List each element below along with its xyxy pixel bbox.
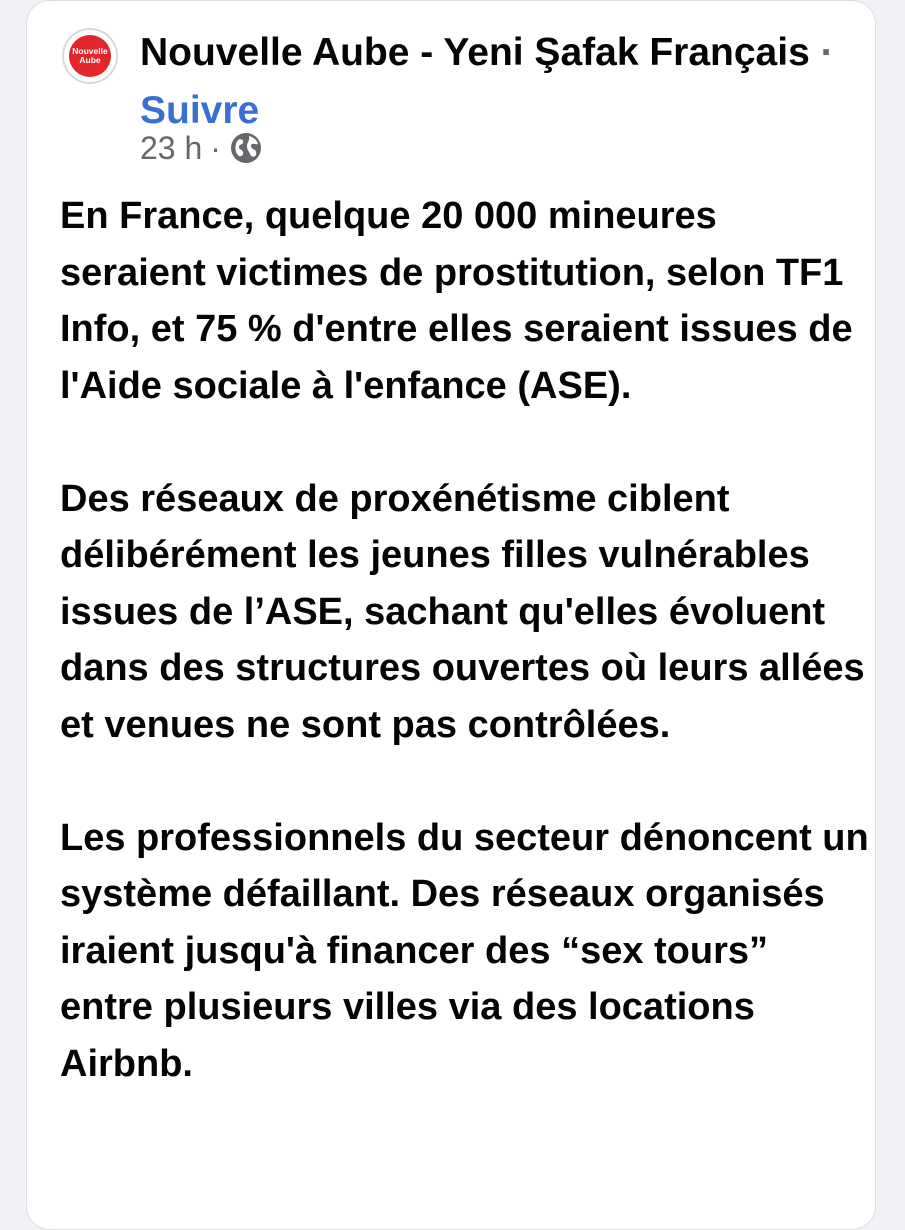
post-paragraph-1: En France, quelque 20 000 mineures seraient victimes de prostitution, selon TF1 Info, et 75 % d'entre elles seraient issues de l'Aide sociale à l'enfance (ASE). bbox=[60, 195, 853, 407]
post-paragraph-2: Des réseaux de proxénétisme ciblent délibérément les jeunes filles vulnérables issues de l’ASE, sachant qu'elles évoluent dans des structures ouvertes où leurs allées et venues ne sont pas contrôlées. bbox=[60, 477, 865, 746]
page-name-link[interactable]: Nouvelle Aube - Yeni Şafak Français bbox=[140, 31, 810, 74]
follow-button[interactable]: Suivre bbox=[140, 89, 260, 132]
post-timestamp[interactable]: 23 h bbox=[140, 129, 203, 166]
post-header bbox=[140, 24, 880, 140]
logo-text-line1: Nouvelle bbox=[72, 46, 108, 56]
nouvelle-aube-logo bbox=[64, 30, 116, 82]
logo-text-line2: Aube bbox=[79, 55, 101, 65]
post-body bbox=[60, 188, 870, 1149]
globe-icon bbox=[229, 131, 263, 165]
post-meta bbox=[140, 126, 263, 170]
meta-separator: · bbox=[210, 129, 221, 166]
post-paragraph-3: Les professionnels du secteur dénoncent un système défaillant. Des réseaux organisés iraient jusqu'à financer des “sex tours” entre plusieurs villes via des locations Airbnb. bbox=[60, 816, 869, 1085]
page-avatar[interactable] bbox=[62, 28, 118, 84]
header-separator: · bbox=[820, 31, 834, 74]
